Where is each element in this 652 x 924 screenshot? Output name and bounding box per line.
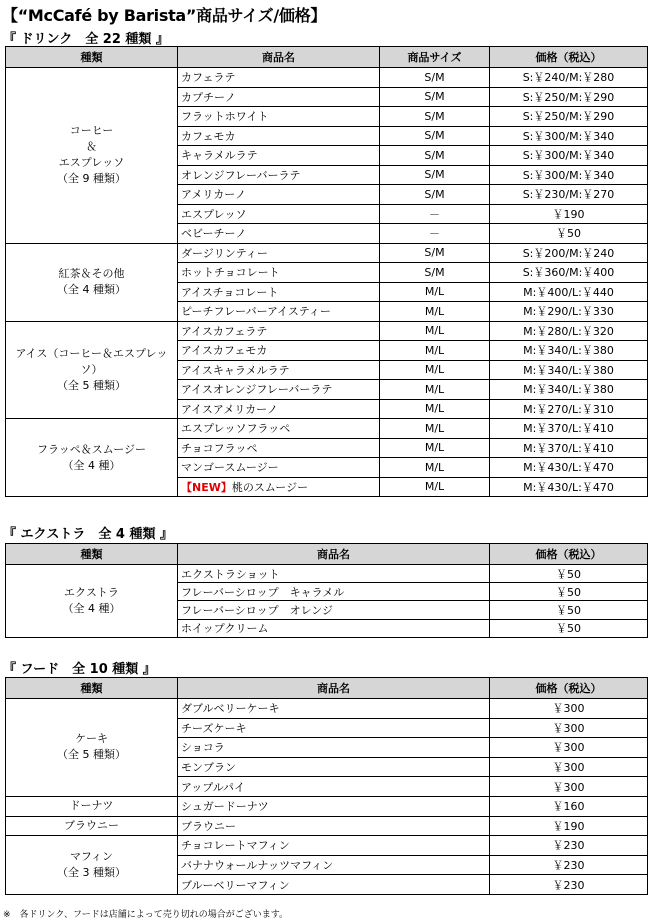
product-name: オレンジフレーバーラテ <box>181 168 301 182</box>
product-name-cell <box>178 204 380 224</box>
size-cell: － <box>380 204 490 224</box>
category-line: （全 4 種） <box>62 458 121 472</box>
price-cell: S:￥360/M:￥400 <box>490 263 648 283</box>
product-name-cell <box>178 601 490 619</box>
product-name-cell <box>178 738 490 758</box>
product-name-cell <box>178 399 380 419</box>
new-badge: 【NEW】 <box>181 480 232 494</box>
product-name-cell <box>178 243 380 263</box>
product-name: ダージリンティー <box>181 246 268 260</box>
product-name: ホットチョコレート <box>181 266 280 280</box>
price-cell: ￥50 <box>490 565 648 583</box>
product-name-cell <box>178 165 380 185</box>
size-cell: S/M <box>380 185 490 205</box>
product-name-cell <box>178 796 490 816</box>
product-name-cell <box>178 87 380 107</box>
price-cell: M:￥370/L:￥410 <box>490 438 648 458</box>
size-cell: S/M <box>380 146 490 166</box>
price-cell: M:￥370/L:￥410 <box>490 419 648 439</box>
price-cell: ￥230 <box>490 855 648 875</box>
product-name-cell <box>178 583 490 601</box>
price-cell: M:￥280/L:￥320 <box>490 321 648 341</box>
product-name-cell <box>178 321 380 341</box>
product-name-cell <box>178 68 380 88</box>
size-cell: － <box>380 224 490 244</box>
product-name-cell <box>178 875 490 895</box>
price-cell: ￥50 <box>490 583 648 601</box>
header-category: 種類 <box>6 544 178 565</box>
price-cell: M:￥400/L:￥440 <box>490 282 648 302</box>
product-name-cell <box>178 380 380 400</box>
price-cell: ￥50 <box>490 619 648 637</box>
category-line: （全 5 種類） <box>57 748 126 762</box>
table-row <box>6 419 648 439</box>
product-name: カフェラテ <box>181 71 236 85</box>
category-line: （全 9 種類） <box>57 172 126 186</box>
price-cell: ￥230 <box>490 875 648 895</box>
page-title: 【“McCafé by Barista”商品サイズ/価格】 <box>2 6 327 25</box>
price-cell: ￥300 <box>490 699 648 719</box>
product-name: アップルパイ <box>181 780 246 794</box>
price-cell: ￥300 <box>490 738 648 758</box>
price-cell: S:￥300/M:￥340 <box>490 126 648 146</box>
category-line: （全 4 種） <box>62 601 121 615</box>
category-line: マフィン <box>69 850 114 864</box>
product-name-cell <box>178 836 490 856</box>
product-name: エスプレッソフラッペ <box>181 422 291 436</box>
extra-table <box>5 543 648 638</box>
product-name: チーズケーキ <box>181 721 247 735</box>
header-price: 価格（税込） <box>490 678 648 699</box>
product-name-cell <box>178 619 490 637</box>
product-name: エクストラショット <box>181 567 280 581</box>
product-name: チョコレートマフィン <box>181 839 290 853</box>
product-name: アイスキャラメルラテ <box>181 363 290 377</box>
product-name: アイスカフェモカ <box>181 344 268 358</box>
drinks-heading: 『 ドリンク 全 22 種類 』 <box>3 32 169 47</box>
price-cell: S:￥300/M:￥340 <box>490 146 648 166</box>
size-cell: S/M <box>380 165 490 185</box>
header-product-name: 商品名 <box>178 47 380 68</box>
size-cell: M/L <box>380 477 490 497</box>
size-cell: M/L <box>380 399 490 419</box>
category-cell <box>6 816 178 836</box>
product-name: モンブラン <box>181 761 236 775</box>
size-cell: M/L <box>380 380 490 400</box>
category-line: エスプレッソ <box>58 156 125 170</box>
category-cell <box>6 836 178 895</box>
product-name: アイスチョコレート <box>181 285 279 299</box>
price-cell: ￥50 <box>490 601 648 619</box>
category-line: コーヒー <box>69 124 114 138</box>
category-line: （全 5 種類） <box>57 378 126 392</box>
category-line: ＆ <box>86 140 97 154</box>
price-cell: M:￥340/L:￥380 <box>490 341 648 361</box>
size-cell: S/M <box>380 87 490 107</box>
product-name: アイスカフェラテ <box>181 324 268 338</box>
size-cell: S/M <box>380 126 490 146</box>
product-name: マンゴースムージー <box>181 461 279 475</box>
price-cell: M:￥290/L:￥330 <box>490 302 648 322</box>
product-name-cell <box>178 302 380 322</box>
price-cell: S:￥240/M:￥280 <box>490 68 648 88</box>
product-name-cell <box>178 360 380 380</box>
size-cell: M/L <box>380 282 490 302</box>
product-name: ホイップクリーム <box>181 622 269 636</box>
size-cell: S/M <box>380 68 490 88</box>
product-name: ピーチフレーバーアイスティー <box>181 305 331 319</box>
product-name-cell <box>178 816 490 836</box>
price-cell: ￥300 <box>490 718 648 738</box>
product-name-cell <box>178 757 490 777</box>
product-name-cell <box>178 126 380 146</box>
price-cell: ￥300 <box>490 757 648 777</box>
price-cell: ￥50 <box>490 224 648 244</box>
size-cell: S/M <box>380 243 490 263</box>
category-cell <box>6 419 178 497</box>
category-cell <box>6 565 178 638</box>
product-name-cell <box>178 341 380 361</box>
price-cell: S:￥300/M:￥340 <box>490 165 648 185</box>
food-table <box>5 677 648 895</box>
header-size: 商品サイズ <box>380 47 490 68</box>
product-name-cell <box>178 699 490 719</box>
price-cell: ￥300 <box>490 777 648 797</box>
product-name-cell <box>178 185 380 205</box>
category-line: フラッペ＆スムージー <box>36 442 146 456</box>
size-cell: M/L <box>380 321 490 341</box>
product-name-cell <box>178 777 490 797</box>
category-line: アイス（コーヒー＆エスプレッソ） <box>15 346 168 376</box>
size-cell: M/L <box>380 360 490 380</box>
product-name-cell <box>178 107 380 127</box>
table-row <box>6 796 648 816</box>
category-line: ケーキ <box>75 732 108 746</box>
price-cell: M:￥430/L:￥470 <box>490 477 648 497</box>
price-cell: M:￥340/L:￥380 <box>490 360 648 380</box>
product-name: フラットホワイト <box>181 110 269 124</box>
product-name: ベビーチーノ <box>181 227 247 241</box>
price-cell: M:￥340/L:￥380 <box>490 380 648 400</box>
table-row <box>6 243 648 263</box>
category-cell <box>6 68 178 244</box>
category-line: ドーナツ <box>69 799 114 813</box>
category-cell <box>6 321 178 419</box>
table-row <box>6 816 648 836</box>
header-product-name: 商品名 <box>178 544 490 565</box>
product-name: キャラメルラテ <box>181 149 258 163</box>
price-cell: ￥190 <box>490 816 648 836</box>
product-name: アメリカーノ <box>181 188 247 202</box>
product-name-cell <box>178 224 380 244</box>
price-cell: S:￥200/M:￥240 <box>490 243 648 263</box>
price-cell: S:￥250/M:￥290 <box>490 87 648 107</box>
product-name-cell <box>178 458 380 478</box>
product-name: ダブルベリーケーキ <box>181 702 280 716</box>
header-category: 種類 <box>6 678 178 699</box>
product-name-cell <box>178 263 380 283</box>
table-row <box>6 68 648 88</box>
table-row <box>6 321 648 341</box>
header-price: 価格（税込） <box>490 47 648 68</box>
price-cell: M:￥430/L:￥470 <box>490 458 648 478</box>
category-cell <box>6 699 178 797</box>
product-name-cell <box>178 855 490 875</box>
product-name: 桃のスムージー <box>231 480 309 494</box>
extra-heading: 『 エクストラ 全 4 種類 』 <box>3 527 174 542</box>
price-cell: ￥230 <box>490 836 648 856</box>
product-name-cell <box>178 146 380 166</box>
size-cell: S/M <box>380 263 490 283</box>
size-cell: S/M <box>380 107 490 127</box>
product-name: エスプレッソ <box>181 207 247 221</box>
product-name: シュガードーナツ <box>181 800 269 814</box>
product-name: カプチーノ <box>181 90 236 104</box>
product-name-cell <box>178 282 380 302</box>
price-cell: ￥190 <box>490 204 648 224</box>
product-name-cell <box>178 477 380 497</box>
header-product-name: 商品名 <box>178 678 490 699</box>
product-name: アイスオレンジフレーバーラテ <box>181 383 333 397</box>
product-name: ブルーベリーマフィン <box>181 878 290 892</box>
price-cell: S:￥230/M:￥270 <box>490 185 648 205</box>
category-line: （全 4 種類） <box>57 283 126 296</box>
product-name: ブラウニー <box>181 819 236 833</box>
price-cell: ￥160 <box>490 796 648 816</box>
product-name: ショコラ <box>181 741 225 755</box>
product-name: カフェモカ <box>181 129 236 143</box>
product-name: チョコフラッペ <box>181 441 258 455</box>
size-cell: M/L <box>380 438 490 458</box>
product-name: フレーバーシロップ キャラメル <box>181 585 345 599</box>
category-line: エクストラ <box>64 585 119 599</box>
header-category: 種類 <box>6 47 178 68</box>
product-name-cell <box>178 419 380 439</box>
price-cell: S:￥250/M:￥290 <box>490 107 648 127</box>
price-cell: M:￥270/L:￥310 <box>490 399 648 419</box>
category-cell <box>6 243 178 321</box>
size-cell: M/L <box>380 419 490 439</box>
product-name-cell <box>178 718 490 738</box>
size-cell: M/L <box>380 302 490 322</box>
footnote: ※ 各ドリンク、フードは店舗によって売り切れの場合がございます。 <box>3 910 289 920</box>
product-name-cell <box>178 565 490 583</box>
product-name-cell <box>178 438 380 458</box>
category-line: ブラウニー <box>64 818 119 832</box>
category-line: 紅茶＆その他 <box>58 267 125 280</box>
category-line: （全 3 種類） <box>57 866 126 880</box>
food-heading: 『 フード 全 10 種類 』 <box>3 662 156 677</box>
product-name: バナナウォールナッツマフィン <box>181 859 334 873</box>
table-row <box>6 836 648 856</box>
category-cell <box>6 796 178 816</box>
product-name: アイスアメリカーノ <box>181 402 278 416</box>
size-cell: M/L <box>380 458 490 478</box>
product-name: フレーバーシロップ オレンジ <box>181 603 334 617</box>
table-row <box>6 565 648 583</box>
size-cell: M/L <box>380 341 490 361</box>
header-price: 価格（税込） <box>490 544 648 565</box>
table-row <box>6 699 648 719</box>
drinks-table <box>5 46 648 497</box>
